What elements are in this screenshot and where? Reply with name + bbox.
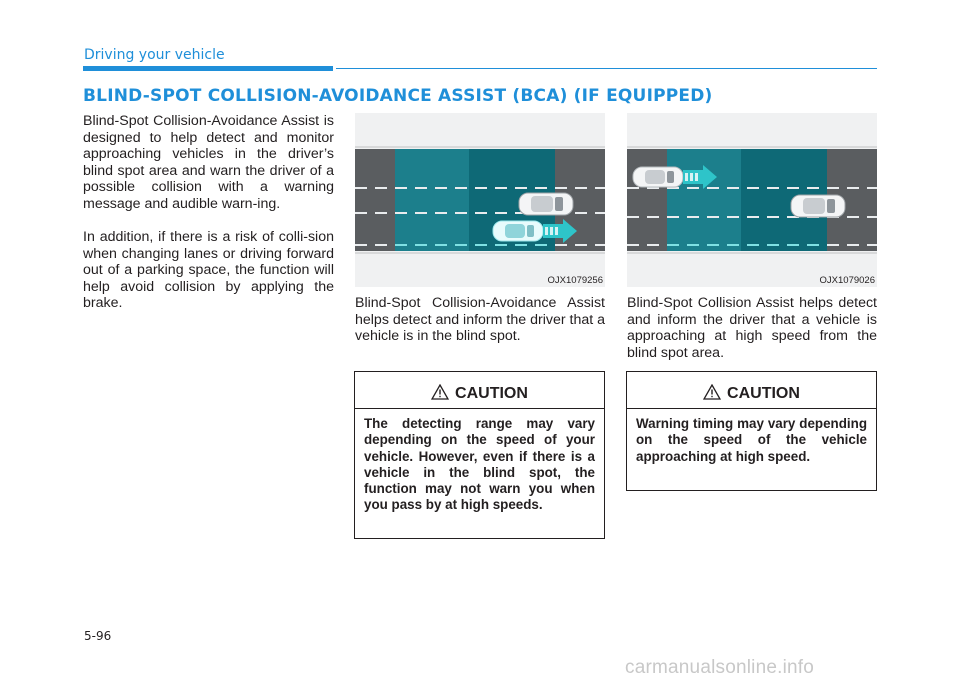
- figure-code: OJX1079026: [819, 275, 875, 286]
- page-heading: BLIND-SPOT COLLISION-AVOIDANCE ASSIST (BCA) (IF EQUIPPED): [83, 86, 713, 106]
- section-title: Driving your vehicle: [84, 47, 225, 63]
- approaching-car-icon: [633, 167, 683, 187]
- caution-text: Warning timing may vary depending on the speed of the vehicle approaching at high speed.: [636, 416, 867, 464]
- caution-header: [627, 372, 876, 409]
- caution-title: CAUTION: [455, 385, 528, 402]
- road-illustration-2: [627, 113, 877, 287]
- caution-header: [355, 372, 604, 409]
- caution-box-2: [626, 371, 877, 491]
- intro-paragraph-2: In addition, if there is a risk of colli-sion when changing lanes or driving forward out of a parking space, the function will help avoid collision by applying the brake.: [83, 229, 334, 312]
- watermark: carmanualsonline.info: [625, 657, 815, 678]
- header-rule-thin: [336, 68, 877, 69]
- own-car-icon: [791, 195, 845, 217]
- figure-code: OJX1079256: [547, 275, 603, 286]
- caution-box-1: [354, 371, 605, 539]
- page-number: 5-96: [84, 629, 112, 643]
- figure-blind-spot: [355, 113, 605, 287]
- own-car-icon: [519, 193, 573, 215]
- road-illustration-1: [355, 113, 605, 287]
- warning-triangle-icon: [431, 384, 449, 400]
- approaching-car-icon: [493, 221, 543, 241]
- warning-triangle-icon: [703, 384, 721, 400]
- figure-caption-2: Blind-Spot Collision Assist helps detect and inform the driver that a vehicle is approaching at high speed from the blind spot area.: [627, 295, 877, 361]
- intro-paragraph-1: Blind-Spot Collision-Avoidance Assist is designed to help detect and monitor approaching vehicles in the driver’s blind spot area and warn the driver of a possible collision with a warning message and audible warn-ing.: [83, 113, 334, 212]
- caution-text: The detecting range may vary depending on the speed of your vehicle. However, even if there is a vehicle in the blind spot, the function may not warn you when you pass by at high speeds.: [364, 416, 595, 513]
- figure-caption-1: Blind-Spot Collision-Avoidance Assist helps detect and inform the driver that a vehicle is in the blind spot.: [355, 295, 605, 345]
- header-rule-thick: [83, 66, 333, 71]
- figure-approaching-vehicle: [627, 113, 877, 287]
- caution-title: CAUTION: [727, 385, 800, 402]
